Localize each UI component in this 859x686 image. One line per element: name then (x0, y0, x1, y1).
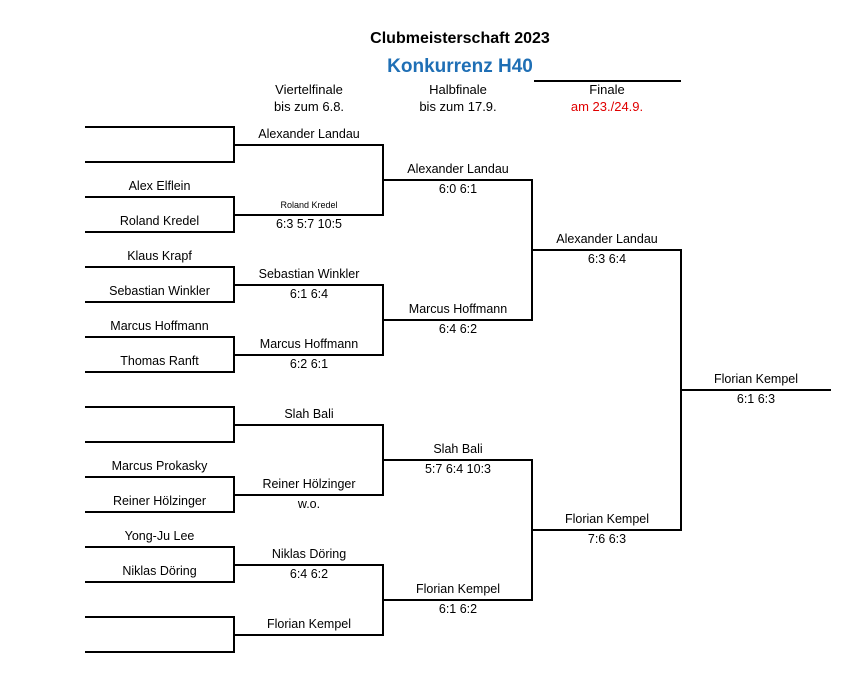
semifinal-header (378, 81, 538, 115)
final-date: am 23./24.9. (570, 99, 644, 114)
qf-line (234, 144, 384, 146)
sf-line (383, 319, 533, 321)
champion-name: Florian Kempel (713, 372, 799, 386)
sf-line (383, 599, 533, 601)
qf-line (234, 214, 384, 216)
final-header-rule (534, 80, 681, 82)
r1-line (85, 371, 235, 373)
semifinal-title: Halbfinale (429, 82, 487, 97)
quarterfinal-title: Viertelfinale (275, 82, 343, 97)
sf-score-2: 6:4 6:2 (438, 322, 478, 336)
finalist-score-1: 6:3 6:4 (587, 252, 627, 266)
finalist-score-2: 7:6 6:3 (587, 532, 627, 546)
sf-score-4: 6:1 6:2 (438, 602, 478, 616)
qf-winner-6: Reiner Hölzinger (262, 477, 356, 491)
r1-slot-11: Marcus Prokasky (111, 459, 208, 473)
r1-slot-7: Marcus Hoffmann (110, 319, 209, 333)
qf-winner-3: Sebastian Winkler (258, 267, 360, 281)
r1-slot-8: Thomas Ranft (120, 354, 199, 368)
r1-line (85, 616, 235, 618)
f-line (532, 529, 682, 531)
finalist-2: Florian Kempel (564, 512, 650, 526)
qf-line (234, 424, 384, 426)
qf-winner-5: Slah Bali (284, 407, 334, 421)
qf-winner-8: Florian Kempel (266, 617, 352, 631)
r1-line (85, 581, 235, 583)
r1-slot-6: Sebastian Winkler (109, 284, 210, 298)
champion-line (681, 389, 831, 391)
sf-line (383, 179, 533, 181)
r1-line (85, 406, 235, 408)
qf-line (234, 494, 384, 496)
r1-line (85, 231, 235, 233)
sf-winner-4: Florian Kempel (415, 582, 501, 596)
r1-line (85, 441, 235, 443)
final-header (527, 81, 687, 115)
qf-score-3: 6:1 6:4 (289, 287, 329, 301)
quarterfinal-date: bis zum 6.8. (273, 99, 345, 114)
finalist-1: Alexander Landau (556, 232, 658, 246)
r1-slot-13: Yong-Ju Lee (124, 529, 195, 543)
r1-slot-5: Klaus Krapf (127, 249, 192, 263)
qf-score-7: 6:4 6:2 (289, 567, 329, 581)
r1-slot-3: Alex Elflein (128, 179, 191, 193)
r1-line (85, 546, 235, 548)
r1-line (85, 196, 235, 198)
sf-winner-2: Marcus Hoffmann (408, 302, 508, 316)
r1-slot-12: Reiner Hölzinger (112, 494, 207, 508)
r1-line (85, 651, 235, 653)
qf-line (234, 284, 384, 286)
sf-line (383, 459, 533, 461)
r1-slot-14: Niklas Döring (122, 564, 197, 578)
qf-score-2: 6:3 5:7 10:5 (275, 217, 343, 231)
r1-line (85, 266, 235, 268)
r1-line (85, 336, 235, 338)
r1-slot-4: Roland Kredel (119, 214, 200, 228)
semifinal-date: bis zum 17.9. (419, 99, 497, 114)
sf-winner-3: Slah Bali (433, 442, 483, 456)
sf-winner-1: Alexander Landau (407, 162, 509, 176)
qf-score-4: 6:2 6:1 (289, 357, 329, 371)
qf-score-6: w.o. (297, 497, 321, 511)
sf-score-1: 6:0 6:1 (438, 182, 478, 196)
qf-winner-4: Marcus Hoffmann (259, 337, 359, 351)
r1-line (85, 476, 235, 478)
final-title: Finale (589, 82, 625, 97)
sf-score-3: 5:7 6:4 10:3 (424, 462, 492, 476)
quarterfinal-header (229, 81, 389, 115)
qf-winner-7: Niklas Döring (271, 547, 347, 561)
r1-line (85, 301, 235, 303)
champion-score: 6:1 6:3 (736, 392, 776, 406)
qf-winner-1: Alexander Landau (258, 127, 360, 141)
f-line (532, 249, 682, 251)
r1-line (85, 161, 235, 163)
page-title: Clubmeisterschaft 2023 (370, 30, 550, 47)
r1-line (85, 126, 235, 128)
r1-line (85, 511, 235, 513)
qf-line (234, 634, 384, 636)
competition-subtitle: Konkurrenz H40 (387, 56, 533, 77)
qf-line (234, 354, 384, 356)
qf-line (234, 564, 384, 566)
qf-winner-2: Roland Kredel (280, 200, 338, 210)
